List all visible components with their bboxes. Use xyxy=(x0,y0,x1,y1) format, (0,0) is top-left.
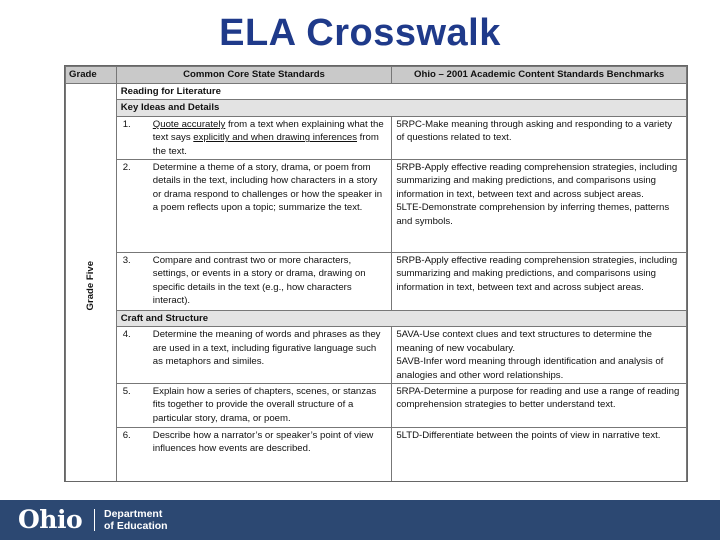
dept-line1: Department xyxy=(104,508,163,520)
ohio-cell xyxy=(392,384,687,428)
row-number: 1. xyxy=(116,116,149,159)
ohio-text: 5RPB-Apply effective reading comprehension strategies, including summarizing and making predictions, and comparisons using information in text, between text and across subject areas. xyxy=(396,162,678,200)
ohio-text: 5AVA-Use context clues and text structures to determine the meaning of new vocabulary. xyxy=(396,329,652,354)
subsection-craft-structure: Craft and Structure xyxy=(116,311,686,327)
table-row xyxy=(66,428,687,482)
dept-line2: of Education xyxy=(104,520,168,532)
row-number: 5. xyxy=(116,384,149,428)
page-title: ELA Crosswalk xyxy=(219,12,501,54)
row-number: 3. xyxy=(116,253,149,311)
cc-text: from a text when explaining what the text says xyxy=(152,118,384,144)
crosswalk-table-container xyxy=(64,65,688,482)
ohio-text: 5AVB-Infer word meaning through identification and analysis of analogies and other word relationships. xyxy=(396,356,664,381)
ohio-text: 5LTE-Demonstrate comprehension by inferring themes, patterns and symbols. xyxy=(396,202,670,227)
common-core-cell xyxy=(149,116,392,159)
ohio-cell xyxy=(392,160,687,253)
common-core-cell: Explain how a series of chapters, scenes, or stanzas fits together to provide the overall structure of a particular story, drama, or poem. xyxy=(149,384,392,428)
ohio-cell xyxy=(392,253,687,311)
common-core-cell: Compare and contrast two or more characters, settings, or events in a story or drama, drawing on specific details in the text (e.g., how characters interact). xyxy=(149,253,392,311)
header-common-core: Common Core State Standards xyxy=(116,67,392,84)
row-number: 2. xyxy=(116,160,149,253)
grade-label: Grade Five xyxy=(85,260,97,311)
crosswalk-table xyxy=(65,66,687,482)
ohio-text: 5RPC-Make meaning through asking and responding to a variety of questions related to text. xyxy=(396,118,673,144)
table-row xyxy=(66,327,687,384)
subsection-key-ideas: Key Ideas and Details xyxy=(116,100,686,116)
table-row xyxy=(66,160,687,253)
subsection-row xyxy=(66,100,687,116)
section-reading-for-literature: Reading for Literature xyxy=(116,84,686,100)
footer-bar xyxy=(0,500,720,540)
common-core-cell: Determine the meaning of words and phrases as they are used in a text, including figurative language such as metaphors and similes. xyxy=(149,327,392,384)
header-grade: Grade xyxy=(66,67,117,84)
ohio-logo: Ohio xyxy=(18,505,83,534)
ohio-text: 5RPB-Apply effective reading comprehension strategies, including summarizing and making predictions, and comparisons using information in text, between text and across subject areas. xyxy=(396,255,678,293)
ohio-cell xyxy=(392,428,687,482)
header-ohio: Ohio – 2001 Academic Content Standards Benchmarks xyxy=(392,67,687,84)
grade-cell xyxy=(66,84,117,483)
row-number: 4. xyxy=(116,327,149,384)
ohio-cell xyxy=(392,327,687,384)
ohio-text: 5RPA-Determine a purpose for reading and use a range of reading comprehension strategies to better understand text. xyxy=(396,386,680,411)
subsection-row xyxy=(66,311,687,327)
department-label xyxy=(104,508,168,532)
cc-text-underlined: explicitly and when drawing inferences xyxy=(193,132,358,144)
section-row xyxy=(66,84,687,100)
row-number: 6. xyxy=(116,428,149,482)
common-core-cell: Describe how a narrator’s or speaker’s point of view influences how events are described. xyxy=(149,428,392,482)
common-core-cell: Determine a theme of a story, drama, or poem from details in the text, including how characters in a story or drama respond to challenges or how the speaker in a poem reflects upon a topic; summarize the text. xyxy=(149,160,392,253)
cc-text: from the text. xyxy=(152,132,379,157)
table-row xyxy=(66,384,687,428)
table-row xyxy=(66,116,687,159)
ohio-text: 5LTD-Differentiate between the points of view in narrative text. xyxy=(396,430,661,442)
footer-divider xyxy=(94,509,95,531)
header-row xyxy=(66,67,687,84)
table-row xyxy=(66,253,687,311)
cc-text-underlined: Quote accurately xyxy=(152,118,226,130)
ohio-cell xyxy=(392,116,687,159)
